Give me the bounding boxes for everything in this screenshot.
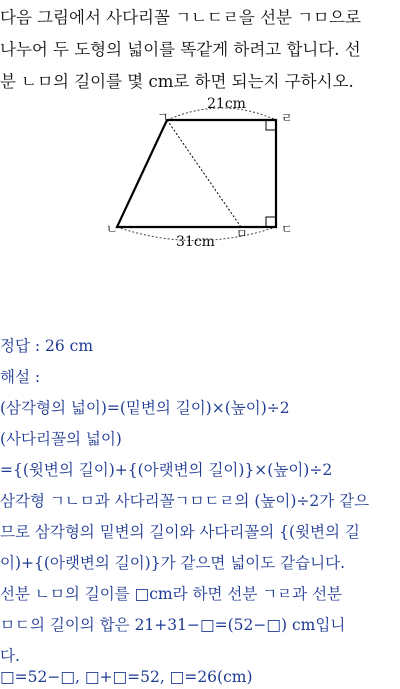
explanation-line-7: 선분 ㄴㅁ의 길이를 □cm라 하면 선분 ㄱㄹ과 선분: [0, 585, 343, 603]
explanation-line-6: 이)+{(아랫변의 길이)}가 같으면 넓이도 같습니다.: [0, 554, 346, 572]
point-label-m: ㅁ: [236, 227, 248, 241]
explanation-line-5: 므로 삼각형의 밑변의 길이와 사다리꼴의 {(윗변의 길: [0, 523, 360, 541]
segment-am: [167, 120, 241, 227]
explanation-line-4: 삼각형 ㄱㄴㅁ과 사다리꼴ㄱㅁㄷㄹ의 (높이)÷2가 같으: [0, 492, 370, 510]
vertex-label-d: ㄹ: [281, 111, 293, 125]
answer-line: 정답 : 26 cm: [0, 337, 94, 355]
bottom-length-label: 31cm: [176, 234, 215, 250]
question-line-3: 분 ㄴㅁ의 길이를 몇 cm로 하면 되는지 구하시오.: [0, 72, 354, 91]
trapezoid-figure: [0, 90, 400, 255]
explanation-heading: 해설 :: [0, 368, 41, 386]
right-angle-bottom: [266, 217, 276, 227]
vertex-label-b: ㄴ: [106, 222, 118, 236]
explanation-line-8: ㅁㄷ의 길이의 합은 21+31−□=(52−□) cm입니: [0, 616, 346, 634]
explanation-line-9: 다.: [0, 647, 20, 665]
trapezoid-shape: [117, 120, 276, 227]
question-line-1: 다음 그림에서 사다리꼴 ㄱㄴㄷㄹ을 선분 ㄱㅁ으로: [0, 8, 361, 27]
right-angle-top: [266, 120, 276, 130]
explanation-line-1: (삼각형의 넓이)=(밑변의 길이)×(높이)÷2: [0, 399, 290, 417]
question-line-2: 나누어 두 도형의 넓이를 똑같게 하려고 합니다. 선: [0, 40, 361, 59]
vertex-label-a: ㄱ: [157, 110, 169, 124]
vertex-label-c: ㄷ: [281, 222, 293, 236]
explanation-line-3: ={(윗변의 길이)+{(아랫변의 길이)}×(높이)÷2: [0, 461, 333, 479]
top-length-label: 21cm: [207, 96, 246, 112]
explanation-line-10: □=52−□, □+□=52, □=26(cm): [0, 668, 253, 686]
explanation-line-2: (사다리꼴의 넓이): [0, 430, 122, 448]
